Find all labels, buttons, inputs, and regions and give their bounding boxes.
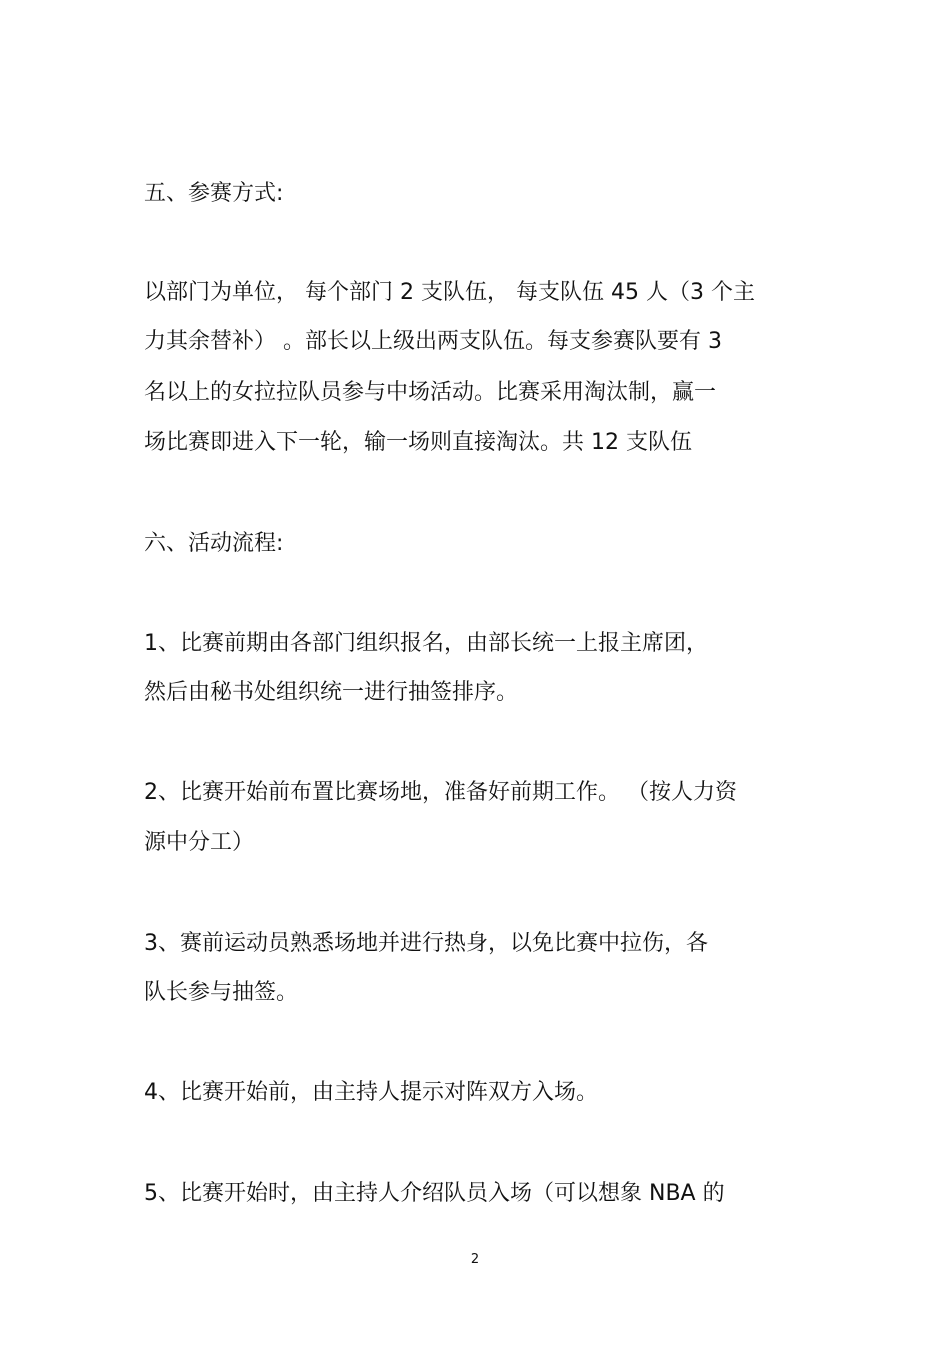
- step1-line-2: 然后由秘书处组织统一进行抽签排序。: [144, 680, 519, 705]
- step3-line-1: 3、赛前运动员熟悉场地并进行热身，以免比赛中拉伤，各: [144, 931, 708, 956]
- section6-heading: 六、活动流程:: [144, 531, 284, 556]
- step4-line-1: 4、比赛开始前，由主持人提示对阵双方入场。: [144, 1080, 598, 1105]
- step2-line-1: 2、比赛开始前布置比赛场地，准备好前期工作。 （按人力资: [144, 780, 737, 805]
- section5-line-1: 以部门为单位， 每个部门 2 支队伍， 每支队伍 45 人（3 个主: [144, 280, 755, 305]
- step2-line-2: 源中分工）: [144, 830, 255, 855]
- step3-line-2: 队长参与抽签。: [144, 980, 299, 1005]
- section5-line-2: 力其余替补） 。部长以上级出两支队伍。每支参赛队要有 3: [144, 329, 722, 354]
- page-number: 2: [470, 1252, 480, 1267]
- section5-line-3: 名以上的女拉拉队员参与中场活动。比赛采用淘汰制，赢一: [144, 380, 717, 405]
- section5-heading: 五、参赛方式:: [144, 181, 284, 206]
- step1-line-1: 1、比赛前期由各部门组织报名，由部长统一上报主席团，: [144, 631, 708, 656]
- step5-line-1: 5、比赛开始时，由主持人介绍队员入场（可以想象 NBA 的: [144, 1181, 725, 1206]
- section5-line-4: 场比赛即进入下一轮，输一场则直接淘汰。共 12 支队伍: [144, 430, 692, 455]
